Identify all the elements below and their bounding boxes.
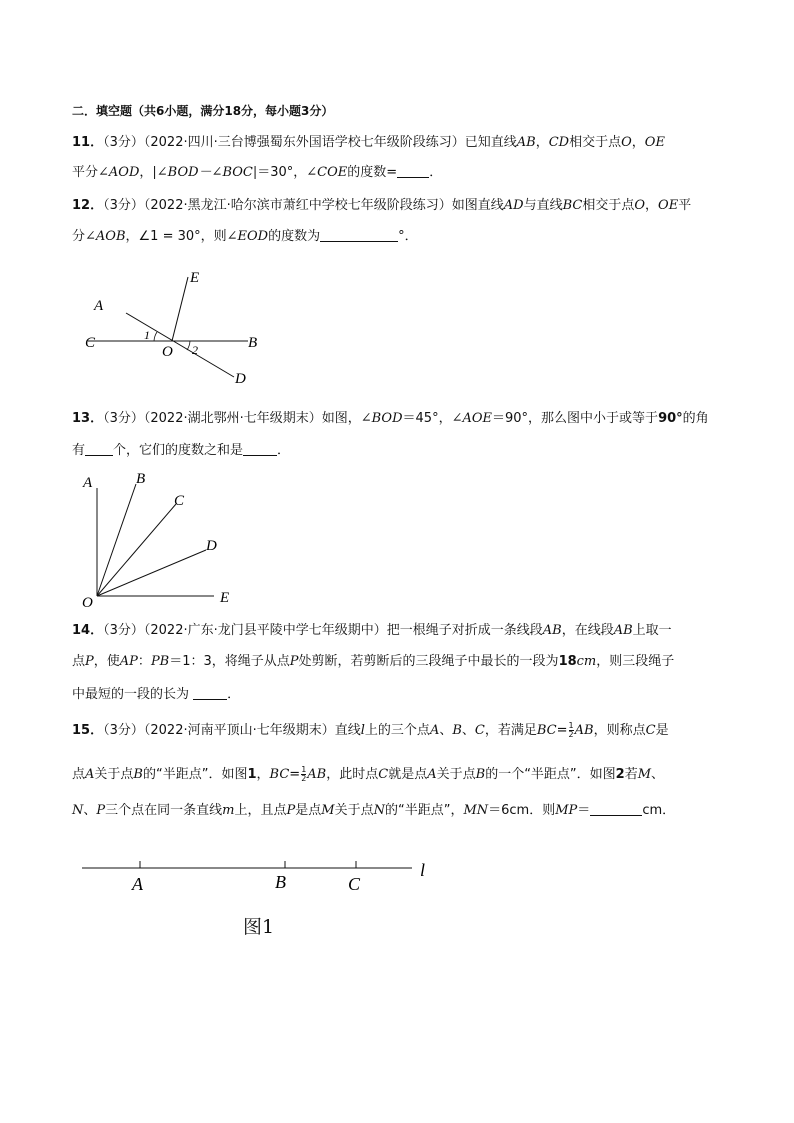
q15-c: C	[378, 767, 389, 782]
q13-label-e: E	[220, 590, 230, 606]
q15-b: B	[133, 767, 143, 782]
q12-ray-oe	[172, 277, 188, 341]
q13-ray-oc	[97, 504, 176, 596]
q15-fig-ref-2: 2	[615, 767, 625, 782]
q15-text: 上的三个点	[364, 723, 430, 738]
q15-frac-den: 2	[568, 730, 574, 739]
q13-end: ．	[277, 443, 291, 458]
q13-points: （3分）	[103, 411, 144, 426]
q12-angle1-arc	[154, 332, 157, 341]
q12-label-c: C	[85, 335, 96, 351]
q14-text: ，使	[93, 654, 120, 669]
q12-text: 平	[678, 198, 692, 213]
q11-line1: 11．（3分）（2022·四川·三台博强蜀东外国语学校七年级阶段练习）已知直线AB，CD相交于点O，OE	[72, 135, 665, 150]
q14-ap: AP	[119, 654, 138, 669]
q11-end: ．	[429, 165, 443, 180]
q14-ab: AB	[542, 623, 562, 638]
q13-ray-od	[97, 550, 206, 596]
q11-source: （2022·四川·三台博强蜀东外国语学校七年级阶段练习）	[143, 135, 465, 150]
q13-eq45: ＝45°，	[402, 411, 452, 426]
q13-label-b: B	[136, 471, 146, 487]
q15-text: 的一个“半距点”．如图	[485, 767, 616, 782]
q13-label-o: O	[82, 595, 93, 611]
q13-text: 个，它们的度数之和是	[113, 443, 244, 458]
q15-text: 的“半距点”．如图	[142, 767, 248, 782]
q15-m: M	[637, 767, 652, 782]
q13-label-a: A	[83, 475, 93, 491]
q14-ab: AB	[613, 623, 633, 638]
q12-label-o: O	[162, 344, 173, 360]
q15-label-a: A	[132, 874, 143, 894]
q13-eq90: ＝90°，那么图中小于或等于	[492, 411, 659, 426]
q12-o: O	[634, 198, 646, 213]
q14-p: P	[289, 654, 299, 669]
q15-b: B	[475, 767, 486, 782]
q12-text: 分	[72, 229, 86, 244]
q12-label-1: 1	[144, 328, 150, 342]
q15-number: 15．	[72, 723, 104, 738]
q12-label-e: E	[190, 270, 200, 286]
q15-mn: MN	[463, 803, 489, 818]
q15-text: 就是点	[388, 767, 428, 782]
q14-line3	[72, 686, 240, 704]
q14-text: 上取一	[632, 623, 672, 638]
q12-oe: OE	[658, 198, 679, 213]
q15-answer-blank[interactable]	[590, 803, 642, 816]
q11-number: 11．	[72, 135, 104, 150]
q15-points: （3分）	[103, 723, 144, 738]
q15-source: （2022·河南平顶山·七年级期末）	[143, 723, 335, 738]
q11-text: 平分	[72, 165, 99, 180]
q15-text: 直线	[334, 723, 361, 738]
q12-figure	[80, 265, 280, 395]
q11-cd: CD	[548, 135, 570, 150]
q13-ray-ob	[97, 484, 136, 596]
q15-sep: 、	[439, 723, 453, 738]
q11-aod: ∠AOD	[98, 165, 140, 180]
section-header-text: 二．填空题（共6小题，满分18分，每小题3分）	[72, 104, 334, 118]
q12-number: 12．	[72, 198, 104, 213]
q14-text: ＝1：3，将绳子从点	[169, 654, 290, 669]
q15-frac-num: 1	[301, 765, 307, 774]
q11-answer-blank[interactable]	[397, 165, 429, 178]
q11-abs-expr: |∠BOD－∠BOC|	[152, 165, 258, 180]
q15-text: 的“半距点”，	[384, 803, 464, 818]
q15-bc: BC	[536, 723, 557, 738]
q15-n: N	[373, 803, 385, 818]
q11-oe: OE	[644, 135, 665, 150]
q15-ab: AB	[307, 767, 327, 782]
q13-number: 13．	[72, 411, 104, 426]
q15-text: ＝	[577, 803, 591, 818]
q12-eod: ∠EOD	[226, 229, 269, 244]
q15-eq: =	[556, 723, 568, 738]
q14-line2	[72, 653, 674, 671]
q12-line-ad	[126, 313, 234, 377]
q15-text: 是	[655, 723, 669, 738]
q15-label-c: C	[348, 874, 361, 894]
q13-text: 有	[72, 443, 86, 458]
q12-label-b: B	[248, 335, 258, 351]
q15-figure	[80, 852, 440, 902]
q15-frac-den: 2	[301, 774, 307, 783]
q11-text: 已知直线	[464, 135, 517, 150]
q15-frac-num: 1	[568, 721, 574, 730]
q15-text: ＝6cm．则	[488, 803, 556, 818]
q15-text: ，若满足	[484, 723, 537, 738]
q15-a: A	[429, 723, 440, 738]
q12-text: 相交于点	[582, 198, 635, 213]
q15-fraction-2	[301, 766, 306, 783]
q14-text: ，在线段	[561, 623, 614, 638]
q15-text: ，此时点	[326, 767, 379, 782]
q14-text: 把一根绳子对折成一条线段	[386, 623, 543, 638]
q14-eighteen: 18	[558, 654, 577, 669]
q15-text: 、	[651, 767, 665, 782]
q12-label-d: D	[235, 371, 246, 387]
q15-text: 是点	[295, 803, 322, 818]
q12-ad: AD	[503, 198, 524, 213]
q14-text: 处剪断，若剪断后的三段绳子中最长的一段为	[298, 654, 559, 669]
q15-text: 若	[624, 767, 638, 782]
q15-text: 三个点在同一条直线	[105, 803, 223, 818]
q15-m-line: m	[222, 803, 235, 818]
q13-text: 的角	[682, 411, 709, 426]
q15-figure-caption: 图1	[243, 916, 275, 938]
q15-text: ，	[256, 767, 270, 782]
q13-label-c: C	[174, 493, 185, 509]
q15-ab: AB	[574, 723, 594, 738]
q13-aoe: ∠AOE	[451, 411, 493, 426]
q11-line2: 平分∠AOD，|∠BOD－∠BOC|＝30°，∠COE的度数= ．	[72, 165, 443, 180]
q14-cm: cm	[576, 654, 597, 669]
q15-n: N	[72, 803, 84, 818]
q15-text: 上，且点	[234, 803, 287, 818]
q15-a: A	[427, 767, 437, 782]
q12-text: 与直线	[523, 198, 563, 213]
q11-coe: ∠COE	[306, 165, 348, 180]
q11-ab: AB	[516, 135, 536, 150]
q15-line3	[72, 802, 675, 820]
q15-text: 关于点	[334, 803, 374, 818]
q12-line1: 12．（3分）（2022·黑龙江·哈尔滨市萧红中学校七年级阶段练习）如图直线AD与直线BC相交于点O，OE平	[72, 198, 692, 213]
q13-ninety: 90°	[658, 411, 683, 426]
q14-pb: PB	[150, 654, 170, 669]
q12-bc: BC	[562, 198, 583, 213]
q14-end: ．	[227, 687, 241, 702]
q11-text: 相交于点	[569, 135, 622, 150]
q11-points: （3分）	[103, 135, 144, 150]
q15-m: M	[321, 803, 335, 818]
q14-source: （2022·广东·龙门县平陵中学七年级期中）	[143, 623, 387, 638]
q14-p: P	[85, 654, 94, 669]
q13-text: 如图，	[321, 411, 361, 426]
q12-label-a: A	[94, 298, 104, 314]
section-header	[72, 102, 333, 120]
q15-bc: BC	[269, 767, 290, 782]
q15-b: B	[452, 723, 462, 738]
q13-answer-blank-2[interactable]	[243, 443, 277, 456]
q13-line2	[72, 442, 290, 460]
q15-line1	[72, 722, 669, 740]
q15-fig-ref-1: 1	[247, 767, 257, 782]
q15-text: 、	[83, 803, 97, 818]
q13-line1	[72, 410, 709, 428]
q15-text: 点	[72, 767, 86, 782]
q15-l: l	[360, 723, 365, 738]
q12-line2	[72, 228, 418, 246]
q15-a: A	[85, 767, 95, 782]
q15-c: C	[645, 723, 656, 738]
q14-text: 中最短的一段的长为	[72, 687, 190, 702]
q12-answer-blank[interactable]	[320, 229, 398, 242]
q13-figure	[78, 468, 248, 613]
q15-text: 关于点	[436, 767, 476, 782]
q15-eq: =	[289, 767, 301, 782]
q11-eq30: ＝30°，	[257, 165, 307, 180]
q14-text: 点	[72, 654, 86, 669]
q12-label-2: 2	[192, 343, 198, 357]
q14-text: ，则三段绳子	[596, 654, 675, 669]
q15-c: C	[474, 723, 485, 738]
q15-label-l: l	[420, 860, 426, 880]
q13-bod: ∠BOD	[360, 411, 403, 426]
q15-line2	[72, 766, 664, 784]
q13-source: （2022·湖北鄂州·七年级期末）	[143, 411, 322, 426]
q12-text: 的度数为	[268, 229, 321, 244]
q14-answer-blank[interactable]	[193, 687, 227, 700]
q12-aob: ∠AOB	[85, 229, 126, 244]
q14-colon: ：	[137, 654, 151, 669]
q12-end: °．	[398, 229, 418, 244]
q15-unit: cm．	[642, 803, 676, 818]
q12-angle2-arc	[187, 341, 190, 350]
q13-label-d: D	[206, 538, 217, 554]
q11-text: 的度数=	[347, 165, 398, 180]
q15-p: P	[96, 803, 106, 818]
q12-text: 如图直线	[451, 198, 504, 213]
q14-number: 14．	[72, 623, 104, 638]
q14-line1	[72, 622, 672, 640]
q11-o: O	[621, 135, 632, 150]
q14-points: （3分）	[103, 623, 144, 638]
q15-sep: 、	[461, 723, 475, 738]
q15-p: P	[286, 803, 296, 818]
q15-text: 关于点	[94, 767, 134, 782]
q13-answer-blank-1[interactable]	[85, 443, 113, 456]
q15-mp: MP	[555, 803, 578, 818]
q15-text: ，则称点	[593, 723, 646, 738]
q12-text: ，∠1 = 30°，则	[125, 229, 227, 244]
q12-source: （2022·黑龙江·哈尔滨市萧红中学校七年级阶段练习）	[143, 198, 452, 213]
q15-label-b: B	[275, 872, 286, 892]
q12-points: （3分）	[103, 198, 144, 213]
q15-fraction	[569, 722, 574, 739]
